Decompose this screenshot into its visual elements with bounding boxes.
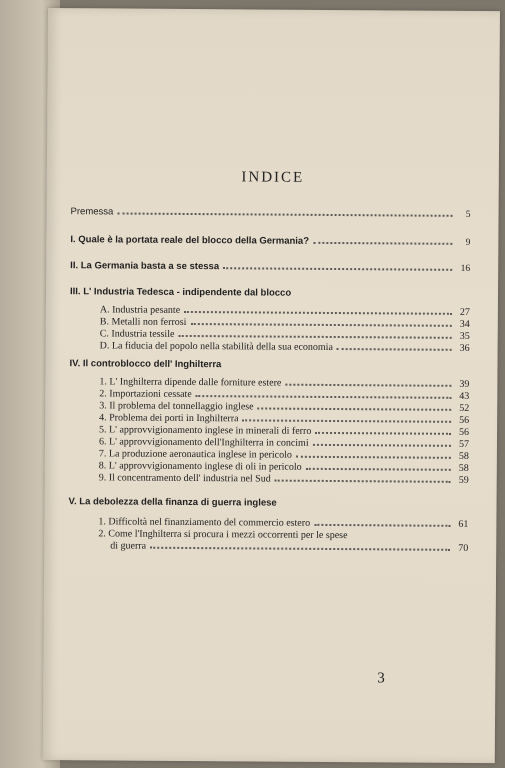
page-number: 3 (377, 670, 385, 687)
toc-entry-4-9: 9. Il concentramento dell' industria nel Sud 59 (98, 472, 469, 486)
toc-chapter-3: III. L' Industria Tedesca - indipendente dal blocco (69, 286, 292, 299)
toc-entry-5-1: 1. Difficoltà nel finanziamento del commercio estero 61 (98, 516, 469, 530)
toc-chapter-1: I. Quale è la portata reale del blocco della Germania? 9 (70, 234, 471, 248)
toc-entry-premessa: Premessa 5 (70, 206, 471, 220)
toc-entry-4-7: 7. La produzione aeronautica inglese in pericolo 58 (98, 448, 469, 462)
toc-entry-5-2-cont: di guerra 70 (110, 540, 469, 554)
toc-entry-3b: B. Metalli non ferrosi 34 (99, 316, 470, 330)
toc-entry-4-6: 6. L' approvvigionamento dell'Inghilterra in concimi 57 (98, 436, 470, 450)
toc-chapter-4: IV. Il controblocco dell' Inghilterra (69, 358, 222, 371)
toc-chapter-5: V. La debolezza della finanza di guerra inglese (68, 496, 277, 509)
toc-entry-4-3: 3. Il problema del tonnellaggio inglese 52 (99, 400, 470, 414)
toc-entry-4-4: 4. Problema dei porti in Inghilterra 56 (99, 412, 470, 426)
toc-entry-3d: D. La fiducia del popolo nella stabilità della sua economia 36 (99, 340, 470, 354)
toc-entry-4-8: 8. L' approvvigionamento inglese di oli in pericolo 58 (98, 460, 469, 474)
toc-chapter-2: II. La Germania basta a se stessa 16 (70, 260, 471, 274)
toc-entry-4-2: 2. Importazioni cessate 43 (99, 388, 470, 402)
book-page (43, 8, 500, 763)
toc-entry-4-1: 1. L' Inghilterra dipende dalle forniture estere 39 (99, 376, 470, 390)
toc-entry-4-5: 5. L' approvvigionamento inglese in minerali di ferro 56 (99, 424, 470, 438)
toc-entry-3c: C. Industria tessile 35 (99, 328, 470, 342)
toc-entry-5-2: 2. Come l'Inghilterra si procura i mezzi occorrenti per le spese (98, 528, 348, 542)
page-title: INDICE (241, 169, 305, 186)
toc-entry-3a: A. Industria pesante 27 (99, 304, 470, 318)
